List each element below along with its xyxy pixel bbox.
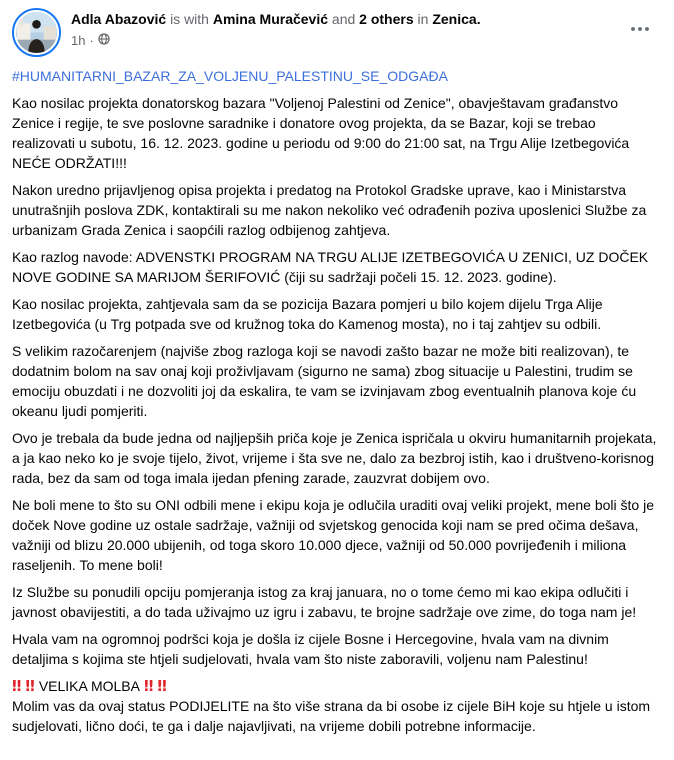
request-title-line bbox=[12, 676, 662, 696]
others-link[interactable]: 2 others bbox=[359, 11, 414, 27]
post-paragraph: Nakon uredno prijavljenog opisa projekta i predatog na Protokol Gradske uprave, kao i Ministarstva unutrašnjih poslova ZDK, kontaktirali su me nakon nekoliko već odrađenih poziva uposlenici Službe za urbanizam Grada Zenica i saopćili razlog odbijenog zahtjeva. bbox=[12, 182, 647, 238]
privacy-globe-icon bbox=[98, 33, 110, 49]
post-paragraph: Iz Službe su ponudili opciju pomjeranja istog za kraj januara, no o tome ćemo mi kao ekipa odlučiti i javnost obavijestiti, a do tada uživajmo uz igru i zabavu, te brojne sadržaje ove zime, do toga nam je! bbox=[12, 584, 637, 620]
post-byline bbox=[71, 10, 614, 29]
avatar[interactable] bbox=[12, 8, 61, 57]
double-exclamation-emoji: ‼ bbox=[157, 677, 167, 695]
header-text bbox=[71, 8, 614, 49]
timestamp-link[interactable]: 1h bbox=[71, 32, 86, 48]
in-label: in bbox=[417, 11, 429, 27]
post-paragraph: Hvala vam na ogromnoj podršci koja je došla iz cijele Bosne i Hercegovine, hvala vam na divnim detaljima s kojima ste htjeli sudjelovati, hvala vam što niste zaboravili, voljenu nam Palestinu! bbox=[12, 631, 609, 667]
double-exclamation-emoji: ‼ bbox=[25, 677, 35, 695]
post-paragraph: Kao nosilac projekta, zahtjevala sam da se pozicija Bazara pomjeri u bilo kojem dijelu Trga Alije Izetbegovića (u Trg potpada sve od kružnog toka do Kamenog mosta), no i taj zahtjev su odbili. bbox=[12, 296, 603, 332]
post-header bbox=[12, 8, 662, 57]
byline-period: . bbox=[476, 11, 481, 27]
double-exclamation-emoji: ‼ bbox=[12, 677, 22, 695]
author-name[interactable]: Adla Abazović bbox=[71, 11, 167, 27]
post-meta bbox=[71, 32, 614, 49]
double-exclamation-emoji: ‼ bbox=[143, 677, 154, 695]
ellipsis-icon bbox=[630, 19, 650, 37]
is-with-label: is with bbox=[170, 11, 209, 27]
request-body: Molim vas da ovaj status PODIJELITE na što više strana da bi osobe iz cijele BiH koje su htjele u istom sudjelovati, lično doći, te ga i dalje najavljivati, na vrijeme dobili potrebne informacije. bbox=[12, 698, 651, 734]
location-link[interactable]: Zenica bbox=[432, 11, 477, 27]
meta-separator: · bbox=[89, 32, 94, 48]
and-label: and bbox=[331, 11, 356, 27]
hashtag-line bbox=[12, 66, 662, 86]
post-paragraph: Kao nosilac projekta donatorskog bazara "Voljenoj Palestini od Zenice", obavještavam građanstvo Zenice i regije, te sve poslovne saradnike i donatore ovog projekta, da se Bazar, koji se trebao realizovati u subotu, 16. 12. 2023. godine u periodu od 9:00 do 21:00 sat, na Trgu Alije Izetbegovića NEĆE ODRŽATI!!! bbox=[12, 95, 630, 171]
avatar-photo bbox=[16, 12, 57, 53]
request-title: VELIKA MOLBA bbox=[38, 678, 140, 694]
post-body bbox=[12, 66, 662, 736]
post-options-button[interactable] bbox=[624, 16, 656, 40]
post-paragraph: S velikim razočarenjem (najviše zbog razloga koji se navodi zašto bazar ne može biti realizovan), te dodatnim bolom na sav onaj koji proživljavam (sigurno ne sama) zbog situacije u Palestini, trudim se emociju obuzdati i ne dozvoliti joj da eskalira, te vam se izvinjavam zbog eventualnih planova koje ću okeanu ljudi pomjeriti. bbox=[12, 343, 637, 419]
post-paragraph: Ovo je trebala da bude jedna od najljepših priča koje je Zenica ispričala u okviru humanitarnih projekata, a ja kao neko ko je svoje tijelo, život, vrijeme i šta sve ne, dalo za bezbroj istih, kao i društveno-korisnog rada, bez da sam od toga imala ijedan pfening zarade, zauzvrat dobijem ovo. bbox=[12, 430, 657, 486]
post-paragraph: Kao razlog navode: ADVENSTKI PROGRAM NA TRGU ALIJE IZETBEGOVIĆA U ZENICI, UZ DOČEK NOVE GODINE SA MARIJOM ŠERIFOVIĆ (čiji su sadržaji počeli 15. 12. 2023. godine). bbox=[12, 249, 649, 285]
post-paragraph: Ne boli mene to što su ONI odbili mene i ekipu koja je odlučila uraditi ovaj veliki projekt, mene boli što je doček Nove godine uz ostale sadržaje, važniji od svjetskog genocida koji nam se pred očima dešava, važniji od blizu 20.000 ubijenih, od toga skoro 10.000 djece, važniji od 50.000 povrijeđenih i miliona raseljenih. To mene boli! bbox=[12, 497, 654, 573]
request-paragraph bbox=[12, 676, 662, 736]
hashtag-link[interactable]: #HUMANITARNI_BAZAR_ZA_VOLJENU_PALESTINU_SE_ODGAĐA bbox=[12, 68, 448, 84]
tagged-friend-link[interactable]: Amina Muračević bbox=[212, 11, 329, 27]
